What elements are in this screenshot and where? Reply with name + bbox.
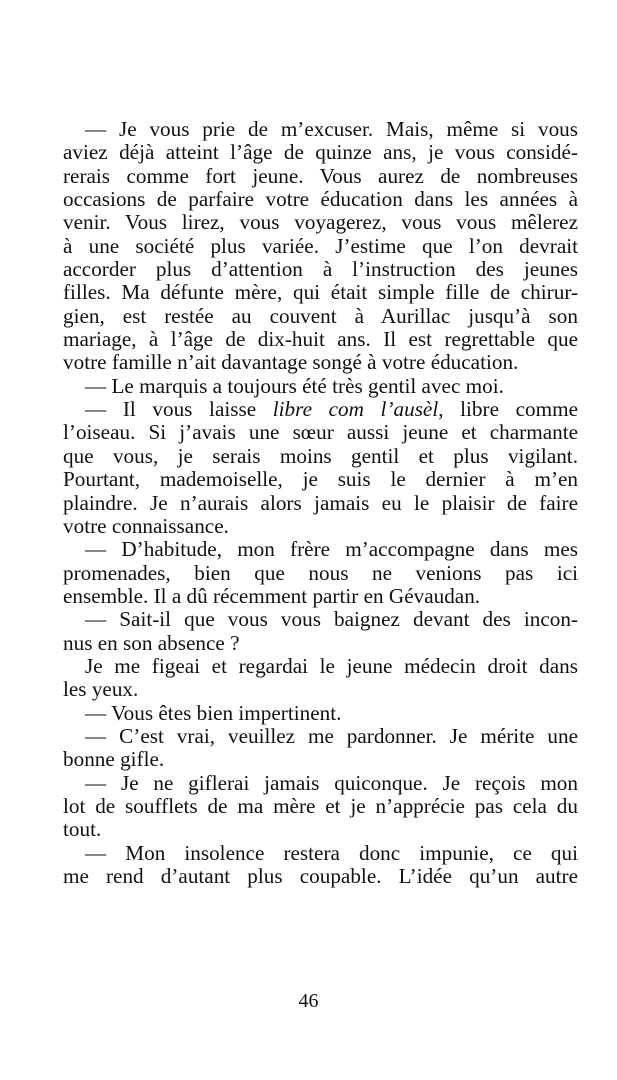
body-text [63,118,578,888]
text-line [63,538,578,561]
text-line [63,655,578,678]
text-line: que vous, je serais moins gentil et plus vigilant. [63,444,578,468]
occitan-phrase: libre com l’ausèl [272,398,439,422]
text-line [63,725,578,748]
line-text: , libre comme [438,398,578,422]
text-line: ensemble. Il a dû récemment partir en Gévaudan. [63,584,481,608]
text-line [63,842,578,865]
line-text: Je me figeai et regardai le jeune médecin droit dans [85,654,578,678]
text-line: tout. [63,818,102,842]
text-line: nus en son absence ? [63,631,240,655]
line-text: — D’habitude, mon frère m’accompagne dans mes [85,538,578,562]
line-text: — Je vous prie de m’excuser. Mais, même si vous [85,118,578,141]
text-line: les yeux. [63,678,139,702]
line-text: — Je ne giflerai jamais quiconque. Je reçois mon [85,771,578,795]
line-text: — Mon insolence restera donc impunie, ce qui [85,841,578,865]
text-line [63,118,578,141]
text-line: gien, est restée au couvent à Aurillac jusqu’à son [63,304,578,328]
line-text: — C’est vrai, veuillez me pardonner. Je mérite une [85,724,578,748]
line-text: — Il vous laisse [85,398,273,422]
text-line: l’oiseau. Si j’avais une sœur aussi jeune et charmante [63,421,578,445]
text-line: venir. Vous lirez, vous voyagerez, vous vous mêlerez [63,211,578,235]
text-line: à une société plus variée. J’estime que l’on devrait [63,234,578,258]
line-text: — Sait-il que vous vous baignez devant des incon- [85,608,578,632]
text-line: bonne gifle. [63,748,165,772]
text-line: rerais comme fort jeune. Vous aurez de nombreuses [63,164,578,188]
text-line [63,702,578,725]
text-line [63,398,578,421]
text-line: plaindre. Je n’aurais alors jamais eu le plaisir de faire [63,491,578,515]
text-line: mariage, à l’âge de dix-huit ans. Il est regrettable que [63,328,578,352]
text-line [63,375,578,398]
text-line: occasions de parfaire votre éducation dans les années à [63,188,578,212]
text-line: votre famille n’ait davantage songé à votre éducation. [63,351,519,375]
text-line: votre connaissance. [63,514,229,538]
line-text: — Vous êtes bien impertinent. [85,701,342,725]
line-text: — Le marquis a toujours été très gentil avec moi. [85,374,504,398]
text-line [63,608,578,631]
text-line: lot de soufflets de ma mère et je n’apprécie pas cela du [63,794,578,818]
text-line: me rend d’autant plus coupable. L’idée qu’un autre [63,865,578,888]
page-number: 46 [298,990,319,1012]
text-line [63,772,578,795]
text-line: aviez déjà atteint l’âge de quinze ans, je vous considé- [63,141,578,165]
text-line: Pourtant, mademoiselle, je suis le dernier à m’en [63,468,578,492]
text-line: promenades, bien que nous ne venions pas ici [63,561,578,585]
text-line: accorder plus d’attention à l’instruction des jeunes [63,258,578,282]
text-line: filles. Ma défunte mère, qui était simple fille de chirur- [63,281,578,305]
